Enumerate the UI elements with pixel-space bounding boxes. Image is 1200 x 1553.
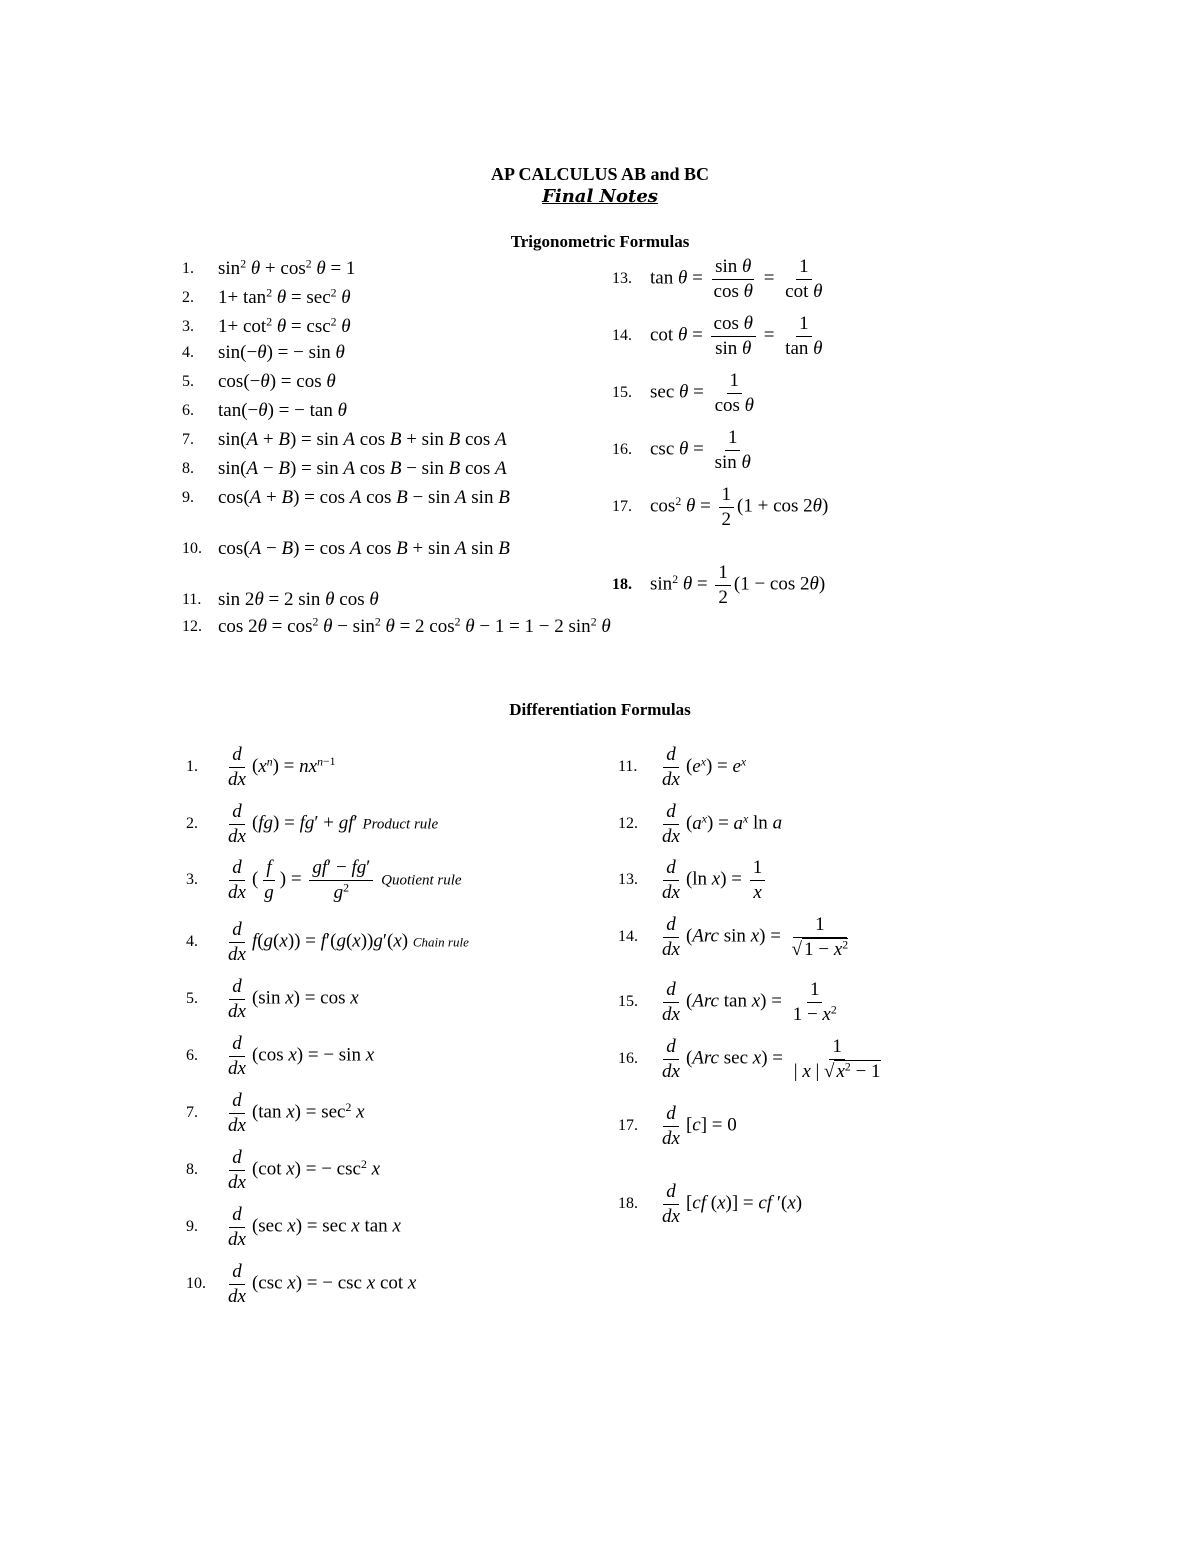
diff-formula-13: 13. $\frac{d}{dx}$ (ln x) = $\frac{1}{x}$ [618, 857, 768, 904]
diff-num-10: 10. [186, 1275, 206, 1293]
diff-num-11: 11. [618, 758, 638, 776]
diff-formula-15: 15. $\frac{d}{dx}$ (Arc tan x) = $\frac{1}{1 - x^2}$ [618, 979, 837, 1025]
diff-formula-16: 16. $\frac{d}{dx}$ (Arc sec x) = $\frac{1}{| x | √ x^2 - 1}$ [618, 1036, 881, 1082]
diff-num-17: 17. [618, 1117, 638, 1135]
trig-formula-17: 17. $\cos^2 \theta$ = $\frac{1}{2}$ (1 + cos 2θ) [612, 484, 829, 530]
diff-formula-14: 14. $\frac{d}{dx}$ (Arc sin x) = $\frac{1}{√ 1 - x^2}$ [618, 914, 849, 960]
diff-formula-6: 6. $\frac{d}{dx}$ (cos x) = − sin x [186, 1033, 375, 1079]
trig-num-13: 13. [612, 270, 632, 288]
diff-num-1: 1. [186, 758, 198, 776]
trig-formula-13: 13. tan θ = $\frac{\text{sin θ}}{\text{cos θ}}$ = $\frac{1}{\text{cot θ}}$ [612, 256, 823, 302]
trig-formula-4: 4. sin(−θ) = − sin θ [182, 342, 345, 363]
diff-num-15: 15. [618, 993, 638, 1011]
trig-num-18: 18. [612, 576, 632, 594]
diff-formula-8: 8. $\frac{d}{dx}$ (cot x) = − $\csc^2 x$ [186, 1147, 381, 1193]
diff-formula-11: 11. $\frac{d}{dx}$ $(e^x) = e^x$ [618, 744, 747, 790]
diff-formula-4: 4. $\frac{d}{dx}$ f(g(x)) = f′(g(x))g′(x) Chain rule [186, 919, 469, 965]
trig-num-12: 12. [182, 618, 202, 635]
trig-num-9: 9. [182, 489, 194, 506]
trig-formula-9: 9. cos(A + B) = cos A cos B − sin A sin B [182, 487, 510, 508]
trig-num-11: 11. [182, 591, 202, 608]
trig-num-17: 17. [612, 498, 632, 516]
diff-num-2: 2. [186, 815, 198, 833]
diff-num-18: 18. [618, 1195, 638, 1213]
trig-formula-10: 10. cos(A − B) = cos A cos B + sin A sin B [182, 538, 510, 559]
page-subtitle: Final Notes [542, 186, 658, 207]
trig-num-6: 6. [182, 402, 194, 419]
diff-num-3: 3. [186, 871, 198, 889]
diff-num-12: 12. [618, 815, 638, 833]
trig-formula-3: 3. $1+ \cot^2 \theta = \csc^2 \theta$ [182, 315, 351, 337]
trig-num-10: 10. [182, 540, 202, 557]
diff-num-4: 4. [186, 933, 198, 951]
trig-num-5: 5. [182, 373, 194, 390]
diff-formula-10: 10. $\frac{d}{dx}$ (csc x) = − csc x cot x [186, 1261, 417, 1307]
diff-num-13: 13. [618, 871, 638, 889]
trig-formula-11: 11. sin 2θ = 2 sin θ cos θ [182, 589, 379, 610]
diff-heading: Differentiation Formulas [509, 700, 691, 719]
trig-formula-7: 7. sin(A + B) = sin A cos B + sin B cos A [182, 429, 507, 450]
diff-num-16: 16. [618, 1050, 638, 1068]
trig-num-16: 16. [612, 441, 632, 459]
trig-formula-15: 15. sec θ = $\frac{1}{\text{cos θ}}$ [612, 370, 754, 416]
trig-num-14: 14. [612, 327, 632, 345]
diff-num-14: 14. [618, 928, 638, 946]
trig-num-1: 1. [182, 260, 194, 277]
page-title: AP CALCULUS AB and BC [490, 164, 710, 184]
diff-num-6: 6. [186, 1047, 198, 1065]
diff-formula-18: 18. $\frac{d}{dx}$ [cf (x)] = cf ′(x) [618, 1181, 803, 1227]
trig-num-3: 3. [182, 318, 194, 335]
trig-num-7: 7. [182, 431, 194, 448]
trig-formula-12: 12. $\cos 2\theta = \cos^2 \theta - \sin^2 \theta = 2$ $\cos^2 \theta - 1 = 1 - 2$ $\sin^2 \theta$ [182, 615, 611, 637]
diff-formula-17: 17. $\frac{d}{dx}$ [c] = 0 [618, 1103, 737, 1149]
diff-num-7: 7. [186, 1104, 198, 1122]
diff-formula-5: 5. $\frac{d}{dx}$ (sin x) = cos x [186, 976, 359, 1022]
trig-num-8: 8. [182, 460, 194, 477]
trig-formula-6: 6. tan(−θ) = − tan θ [182, 400, 347, 421]
diff-formula-3: 3. $\frac{d}{dx}$ ( $\frac{f}{g}$ ) = $\frac{gf' - fg'}{g^2}$ Quotient rule [186, 857, 462, 903]
trig-num-15: 15. [612, 384, 632, 402]
quotient-rule-note: Quotient rule [381, 872, 462, 889]
diff-formula-12: 12. $\frac{d}{dx}$ $(a^x) = a^x$ ln a [618, 801, 783, 847]
diff-num-9: 9. [186, 1218, 198, 1236]
diff-formula-2: 2. $\frac{d}{dx}$ (fg) = fg′ + gf′ Product rule [186, 801, 439, 847]
trig-formula-14: 14. cot θ = $\frac{\text{cos θ}}{\text{sin θ}}$ = $\frac{1}{\text{tan θ}}$ [612, 313, 823, 359]
trig-formula-8: 8. sin(A − B) = sin A cos B − sin B cos A [182, 458, 507, 479]
trig-formula-18: 18. $\sin^2 \theta$ = $\frac{1}{2}$ (1 − cos 2θ) [612, 562, 826, 608]
trig-formula-1: 1. $\sin^2 \theta + \cos^2 \theta = 1$ [182, 257, 356, 279]
diff-formula-9: 9. $\frac{d}{dx}$ (sec x) = sec x tan x [186, 1204, 401, 1250]
product-rule-note: Product rule [362, 816, 439, 833]
trig-num-2: 2. [182, 289, 194, 306]
diff-num-5: 5. [186, 990, 198, 1008]
trig-num-4: 4. [182, 344, 194, 361]
diff-num-8: 8. [186, 1161, 198, 1179]
trig-formula-2: 2. $1+ \tan^2 \theta = \sec^2 \theta$ [182, 286, 351, 308]
trig-formula-16: 16. csc θ = $\frac{1}{\text{sin θ}}$ [612, 427, 751, 473]
diff-formula-1: 1. $\frac{d}{dx}$ $(x^n) = nx^{n-1}$ [186, 744, 336, 790]
chain-rule-note: Chain rule [412, 934, 469, 950]
diff-formula-7: 7. $\frac{d}{dx}$ (tan $x) = \sec^2 x$ [186, 1090, 365, 1136]
trig-heading: Trigonometric Formulas [510, 232, 690, 251]
trig-formula-5: 5. cos(−θ) = cos θ [182, 371, 336, 392]
